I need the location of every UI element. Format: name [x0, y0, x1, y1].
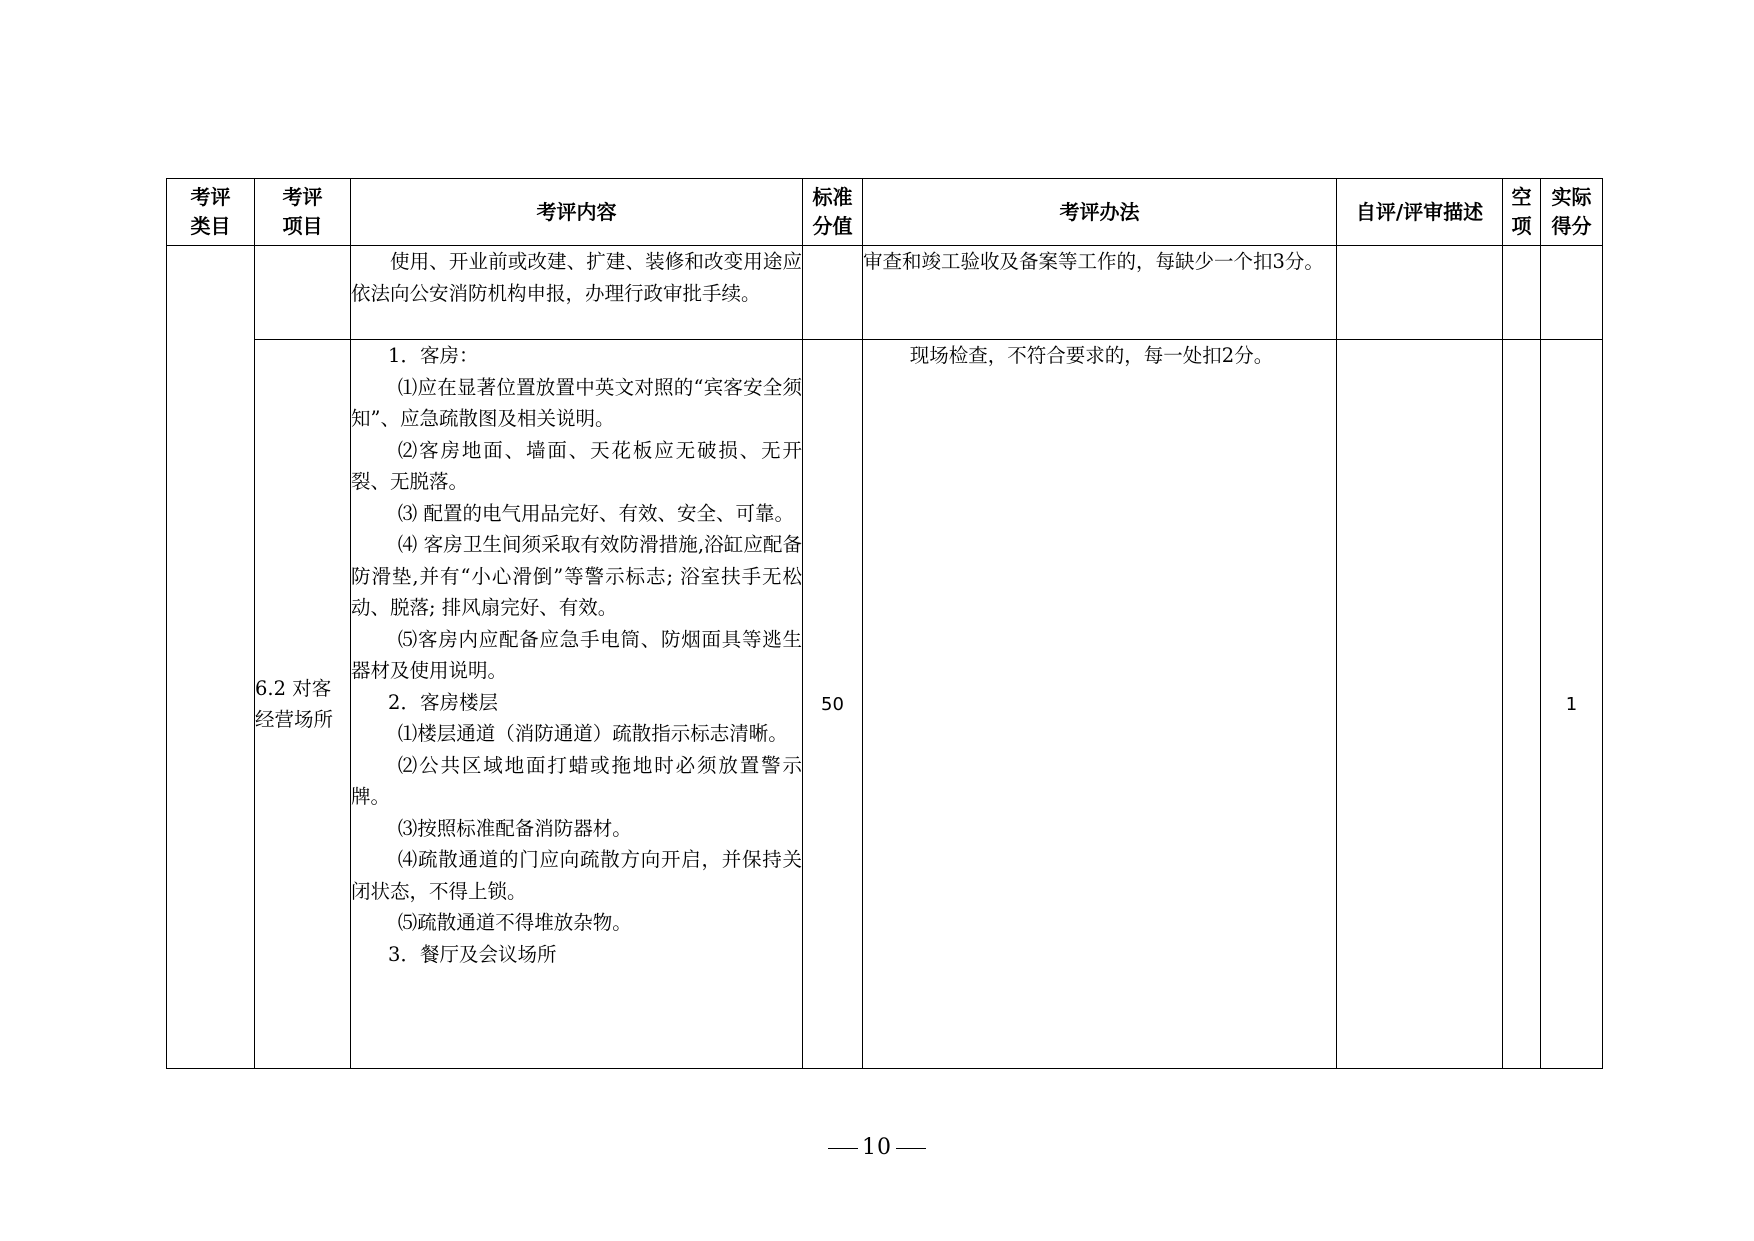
- header-actual: 实际 得分: [1541, 179, 1603, 246]
- blank-cell: [1503, 340, 1541, 1069]
- content-paragraph: ⑴应在显著位置放置中英文对照的“宾客安全须知”、应急疏散图及相关说明。: [351, 375, 802, 430]
- page-dash-left: [828, 1148, 858, 1149]
- content-heading: 2．客房楼层: [388, 690, 498, 714]
- header-category: 考评 类目: [167, 179, 255, 246]
- table-row: [167, 340, 1603, 1069]
- content-cell: [351, 340, 803, 1069]
- content-paragraph: 使用、开业前或改建、扩建、装修和改变用途应依法向公安消防机构申报，办理行政审批手续。: [351, 250, 802, 305]
- assessment-table: [166, 178, 1603, 1069]
- method-text: 审查和竣工验收及备案等工作的，每缺少一个扣3分。: [863, 250, 1324, 273]
- self-review-cell: [1337, 340, 1503, 1069]
- self-review-cell: [1337, 246, 1503, 340]
- page-dash-right: [896, 1148, 926, 1149]
- blank-cell: [1503, 246, 1541, 340]
- header-self-review: 自评/评审描述: [1337, 179, 1503, 246]
- table-header-row: [167, 179, 1603, 246]
- score-cell: 50: [803, 340, 863, 1069]
- actual-score-cell: 1: [1541, 340, 1603, 1069]
- page-number-text: 10: [862, 1135, 892, 1160]
- item-cell: [255, 246, 351, 340]
- category-cell: [167, 246, 255, 1069]
- content-heading: 1．客房：: [388, 344, 479, 367]
- content-paragraph: ⑶按照标准配备消防器材。: [397, 816, 632, 840]
- header-score: 标准 分值: [803, 179, 863, 246]
- method-cell: [863, 340, 1337, 1069]
- content-paragraph: ⑷ 客房卫生间须采取有效防滑措施,浴缸应配备防滑垫,并有“小心滑倒”等警示标志; 浴室扶手无松动、脱落; 排风扇完好、有效。: [351, 533, 802, 619]
- content-paragraph: ⑸疏散通道不得堆放杂物。: [397, 911, 632, 934]
- content-paragraph: ⑴楼层通道（消防通道）疏散指示标志清晰。: [397, 722, 788, 745]
- content-paragraph: ⑷疏散通道的门应向疏散方向开启，并保持关闭状态，不得上锁。: [351, 848, 802, 903]
- content-paragraph: ⑸客房内应配备应急手电筒、防烟面具等逃生器材及使用说明。: [351, 627, 802, 682]
- content-paragraph: ⑵公共区域地面打蜡或拖地时必须放置警示牌。: [351, 753, 802, 808]
- item-cell: 6.2 对客经营场所: [255, 340, 351, 1069]
- page-number: [0, 1135, 1754, 1160]
- header-content: 考评内容: [351, 179, 803, 246]
- table-row: [167, 246, 1603, 340]
- header-item: 考评 项目: [255, 179, 351, 246]
- content-paragraph: ⑶ 配置的电气用品完好、有效、安全、可靠。: [397, 501, 794, 525]
- actual-score-cell: [1541, 246, 1603, 340]
- method-cell: [863, 246, 1337, 340]
- score-cell: [803, 246, 863, 340]
- content-paragraph: ⑵客房地面、墙面、天花板应无破损、无开裂、无脱落。: [351, 438, 802, 493]
- content-list: [351, 340, 802, 970]
- header-method: 考评办法: [863, 179, 1337, 246]
- content-cell: [351, 246, 803, 340]
- content-heading: 3．餐厅及会议场所: [388, 942, 557, 966]
- method-text: 现场检查，不符合要求的，每一处扣2分。: [909, 344, 1274, 367]
- header-blank: 空 项: [1503, 179, 1541, 246]
